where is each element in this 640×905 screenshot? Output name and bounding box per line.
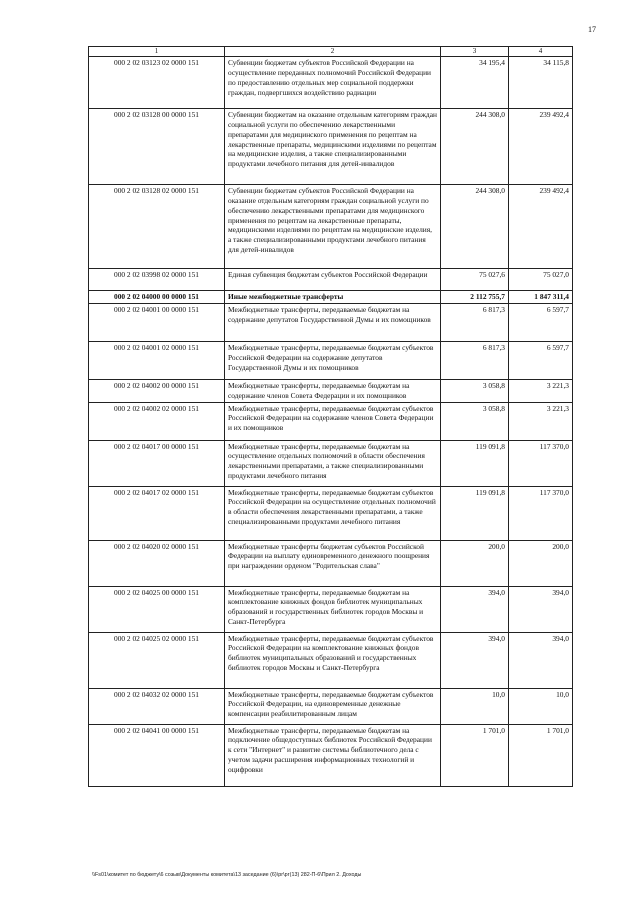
actual-amount-cell: 117 370,0 (509, 440, 573, 486)
table-row (89, 440, 573, 486)
plan-amount-cell: 10,0 (441, 688, 509, 724)
budget-code-cell: 000 2 02 04025 02 0000 151 (89, 632, 225, 688)
budget-code-cell: 000 2 02 04020 02 0000 151 (89, 540, 225, 586)
description-cell: Единая субвенция бюджетам субъектов Российской Федерации (225, 269, 441, 291)
actual-amount-cell: 6 597,7 (509, 304, 573, 342)
description-cell: Межбюджетные трансферты, передаваемые бюджетам на содержание депутатов Государственной Думы и их помощников (225, 304, 441, 342)
plan-amount-cell: 75 027,6 (441, 269, 509, 291)
actual-amount-cell: 200,0 (509, 540, 573, 586)
actual-amount-cell: 1 847 311,4 (509, 291, 573, 304)
plan-amount-cell: 119 091,8 (441, 440, 509, 486)
table-row (89, 185, 573, 269)
description-cell: Субвенции бюджетам субъектов Российской Федерации на оказание отдельным категориям граждан социальной услуги по обеспечению лекарственными препаратами для медицинского применения по рецептам на лекарственные препараты, медицинскими изделиями по рецептам на медицинские изделия, а также специализированными продуктами лечебного питания для детей-инвалидов (225, 185, 441, 269)
budget-code-cell: 000 2 02 04041 00 0000 151 (89, 724, 225, 786)
actual-amount-cell: 3 221,3 (509, 402, 573, 440)
revenue-table (88, 46, 573, 787)
table-row (89, 269, 573, 291)
description-cell: Межбюджетные трансферты, передаваемые бюджетам субъектов Российской Федерации на комплектование книжных фондов библиотек муниципальных образований и государственных библиотек городов Москвы и Санкт-Петербурга (225, 632, 441, 688)
description-cell: Иные межбюджетные трансферты (225, 291, 441, 304)
file-path-footer: \\Fs01\комитет по бюджету\6 созыв\Документы комитета\13 заседание (6)\рг\рг(13) 282-П-6\Прил 2. Доходы (92, 872, 362, 878)
table-row (89, 688, 573, 724)
plan-amount-cell: 244 308,0 (441, 185, 509, 269)
plan-amount-cell: 394,0 (441, 586, 509, 632)
table-row (89, 380, 573, 403)
table-row (89, 724, 573, 786)
budget-code-cell: 000 2 02 03128 02 0000 151 (89, 185, 225, 269)
plan-amount-cell: 394,0 (441, 632, 509, 688)
plan-amount-cell: 6 817,3 (441, 304, 509, 342)
budget-code-cell: 000 2 02 04032 02 0000 151 (89, 688, 225, 724)
budget-code-cell: 000 2 02 04017 02 0000 151 (89, 486, 225, 540)
plan-amount-cell: 119 091,8 (441, 486, 509, 540)
column-header-3: 3 (441, 47, 509, 57)
page-number: 17 (588, 25, 596, 34)
description-cell: Межбюджетные трансферты, передаваемые бюджетам субъектов Российской Федерации на содержание членов Совета Федерации и их помощников (225, 402, 441, 440)
budget-code-cell: 000 2 02 03123 02 0000 151 (89, 57, 225, 109)
plan-amount-cell: 3 058,8 (441, 380, 509, 403)
table-row (89, 402, 573, 440)
description-cell: Межбюджетные трансферты, передаваемые бюджетам субъектов Российской Федерации на содержание депутатов Государственной Думы и их помощников (225, 342, 441, 380)
plan-amount-cell: 6 817,3 (441, 342, 509, 380)
actual-amount-cell: 34 115,8 (509, 57, 573, 109)
column-header-2: 2 (225, 47, 441, 57)
table-row (89, 632, 573, 688)
budget-code-cell: 000 2 02 03998 02 0000 151 (89, 269, 225, 291)
plan-amount-cell: 3 058,8 (441, 402, 509, 440)
table-row (89, 342, 573, 380)
table-header-row (89, 47, 573, 57)
actual-amount-cell: 394,0 (509, 586, 573, 632)
actual-amount-cell: 117 370,0 (509, 486, 573, 540)
budget-code-cell: 000 2 02 04001 02 0000 151 (89, 342, 225, 380)
actual-amount-cell: 6 597,7 (509, 342, 573, 380)
plan-amount-cell: 1 701,0 (441, 724, 509, 786)
description-cell: Межбюджетные трансферты, передаваемые бюджетам на подключение общедоступных библиотек Российской Федерации к сети "Интернет" и развитие системы библиотечного дела с учетом задачи расширения информационных технологий и оцифровки (225, 724, 441, 786)
actual-amount-cell: 239 492,4 (509, 109, 573, 185)
table-row (89, 109, 573, 185)
budget-code-cell: 000 2 02 04002 02 0000 151 (89, 402, 225, 440)
description-cell: Межбюджетные трансферты бюджетам субъектов Российской Федерации на выплату единовременного денежного поощрения при награждении орденом "Родительская слава" (225, 540, 441, 586)
plan-amount-cell: 200,0 (441, 540, 509, 586)
plan-amount-cell: 2 112 755,7 (441, 291, 509, 304)
budget-code-cell: 000 2 02 03128 00 0000 151 (89, 109, 225, 185)
table-row (89, 57, 573, 109)
table-row (89, 486, 573, 540)
actual-amount-cell: 10,0 (509, 688, 573, 724)
description-cell: Межбюджетные трансферты, передаваемые бюджетам на комплектование книжных фондов библиотек муниципальных образований и государственных библиотек городов Москвы и Санкт-Петербурга (225, 586, 441, 632)
description-cell: Субвенции бюджетам на оказание отдельным категориям граждан социальной услуги по обеспечению лекарственными препаратами для медицинского применения по рецептам на лекарственные препараты, медицинскими изделиями по рецептам на медицинские изделия, а также специализированными продуктами лечебного питания для детей-инвалидов (225, 109, 441, 185)
table-row (89, 304, 573, 342)
actual-amount-cell: 1 701,0 (509, 724, 573, 786)
budget-code-cell: 000 2 02 04002 00 0000 151 (89, 380, 225, 403)
table-row (89, 540, 573, 586)
description-cell: Межбюджетные трансферты, передаваемые бюджетам на осуществление отдельных полномочий в области обеспечения лекарственными препаратами, а также специализированными продуктами лечебного питания (225, 440, 441, 486)
plan-amount-cell: 244 308,0 (441, 109, 509, 185)
plan-amount-cell: 34 195,4 (441, 57, 509, 109)
column-header-1: 1 (89, 47, 225, 57)
actual-amount-cell: 239 492,4 (509, 185, 573, 269)
table-row (89, 291, 573, 304)
actual-amount-cell: 75 027,0 (509, 269, 573, 291)
column-header-4: 4 (509, 47, 573, 57)
description-cell: Межбюджетные трансферты, передаваемые бюджетам субъектов Российской Федерации на осуществление отдельных полномочий в области обеспечения лекарственными препаратами, а также специализированными продуктами лечебного питания (225, 486, 441, 540)
budget-code-cell: 000 2 02 04017 00 0000 151 (89, 440, 225, 486)
budget-code-cell: 000 2 02 04001 00 0000 151 (89, 304, 225, 342)
table-row (89, 586, 573, 632)
budget-code-cell: 000 2 02 04025 00 0000 151 (89, 586, 225, 632)
description-cell: Межбюджетные трансферты, передаваемые бюджетам на содержание членов Совета Федерации и их помощников (225, 380, 441, 403)
actual-amount-cell: 3 221,3 (509, 380, 573, 403)
description-cell: Межбюджетные трансферты, передаваемые бюджетам субъектов Российской Федерации, на единовременные денежные компенсации реабилитированным лицам (225, 688, 441, 724)
budget-code-cell: 000 2 02 04000 00 0000 151 (89, 291, 225, 304)
description-cell: Субвенции бюджетам субъектов Российской Федерации на осуществление переданных полномочий Российской Федерации по предоставлению отдельных мер социальной поддержки граждан, подвергшихся воздействию радиации (225, 57, 441, 109)
actual-amount-cell: 394,0 (509, 632, 573, 688)
